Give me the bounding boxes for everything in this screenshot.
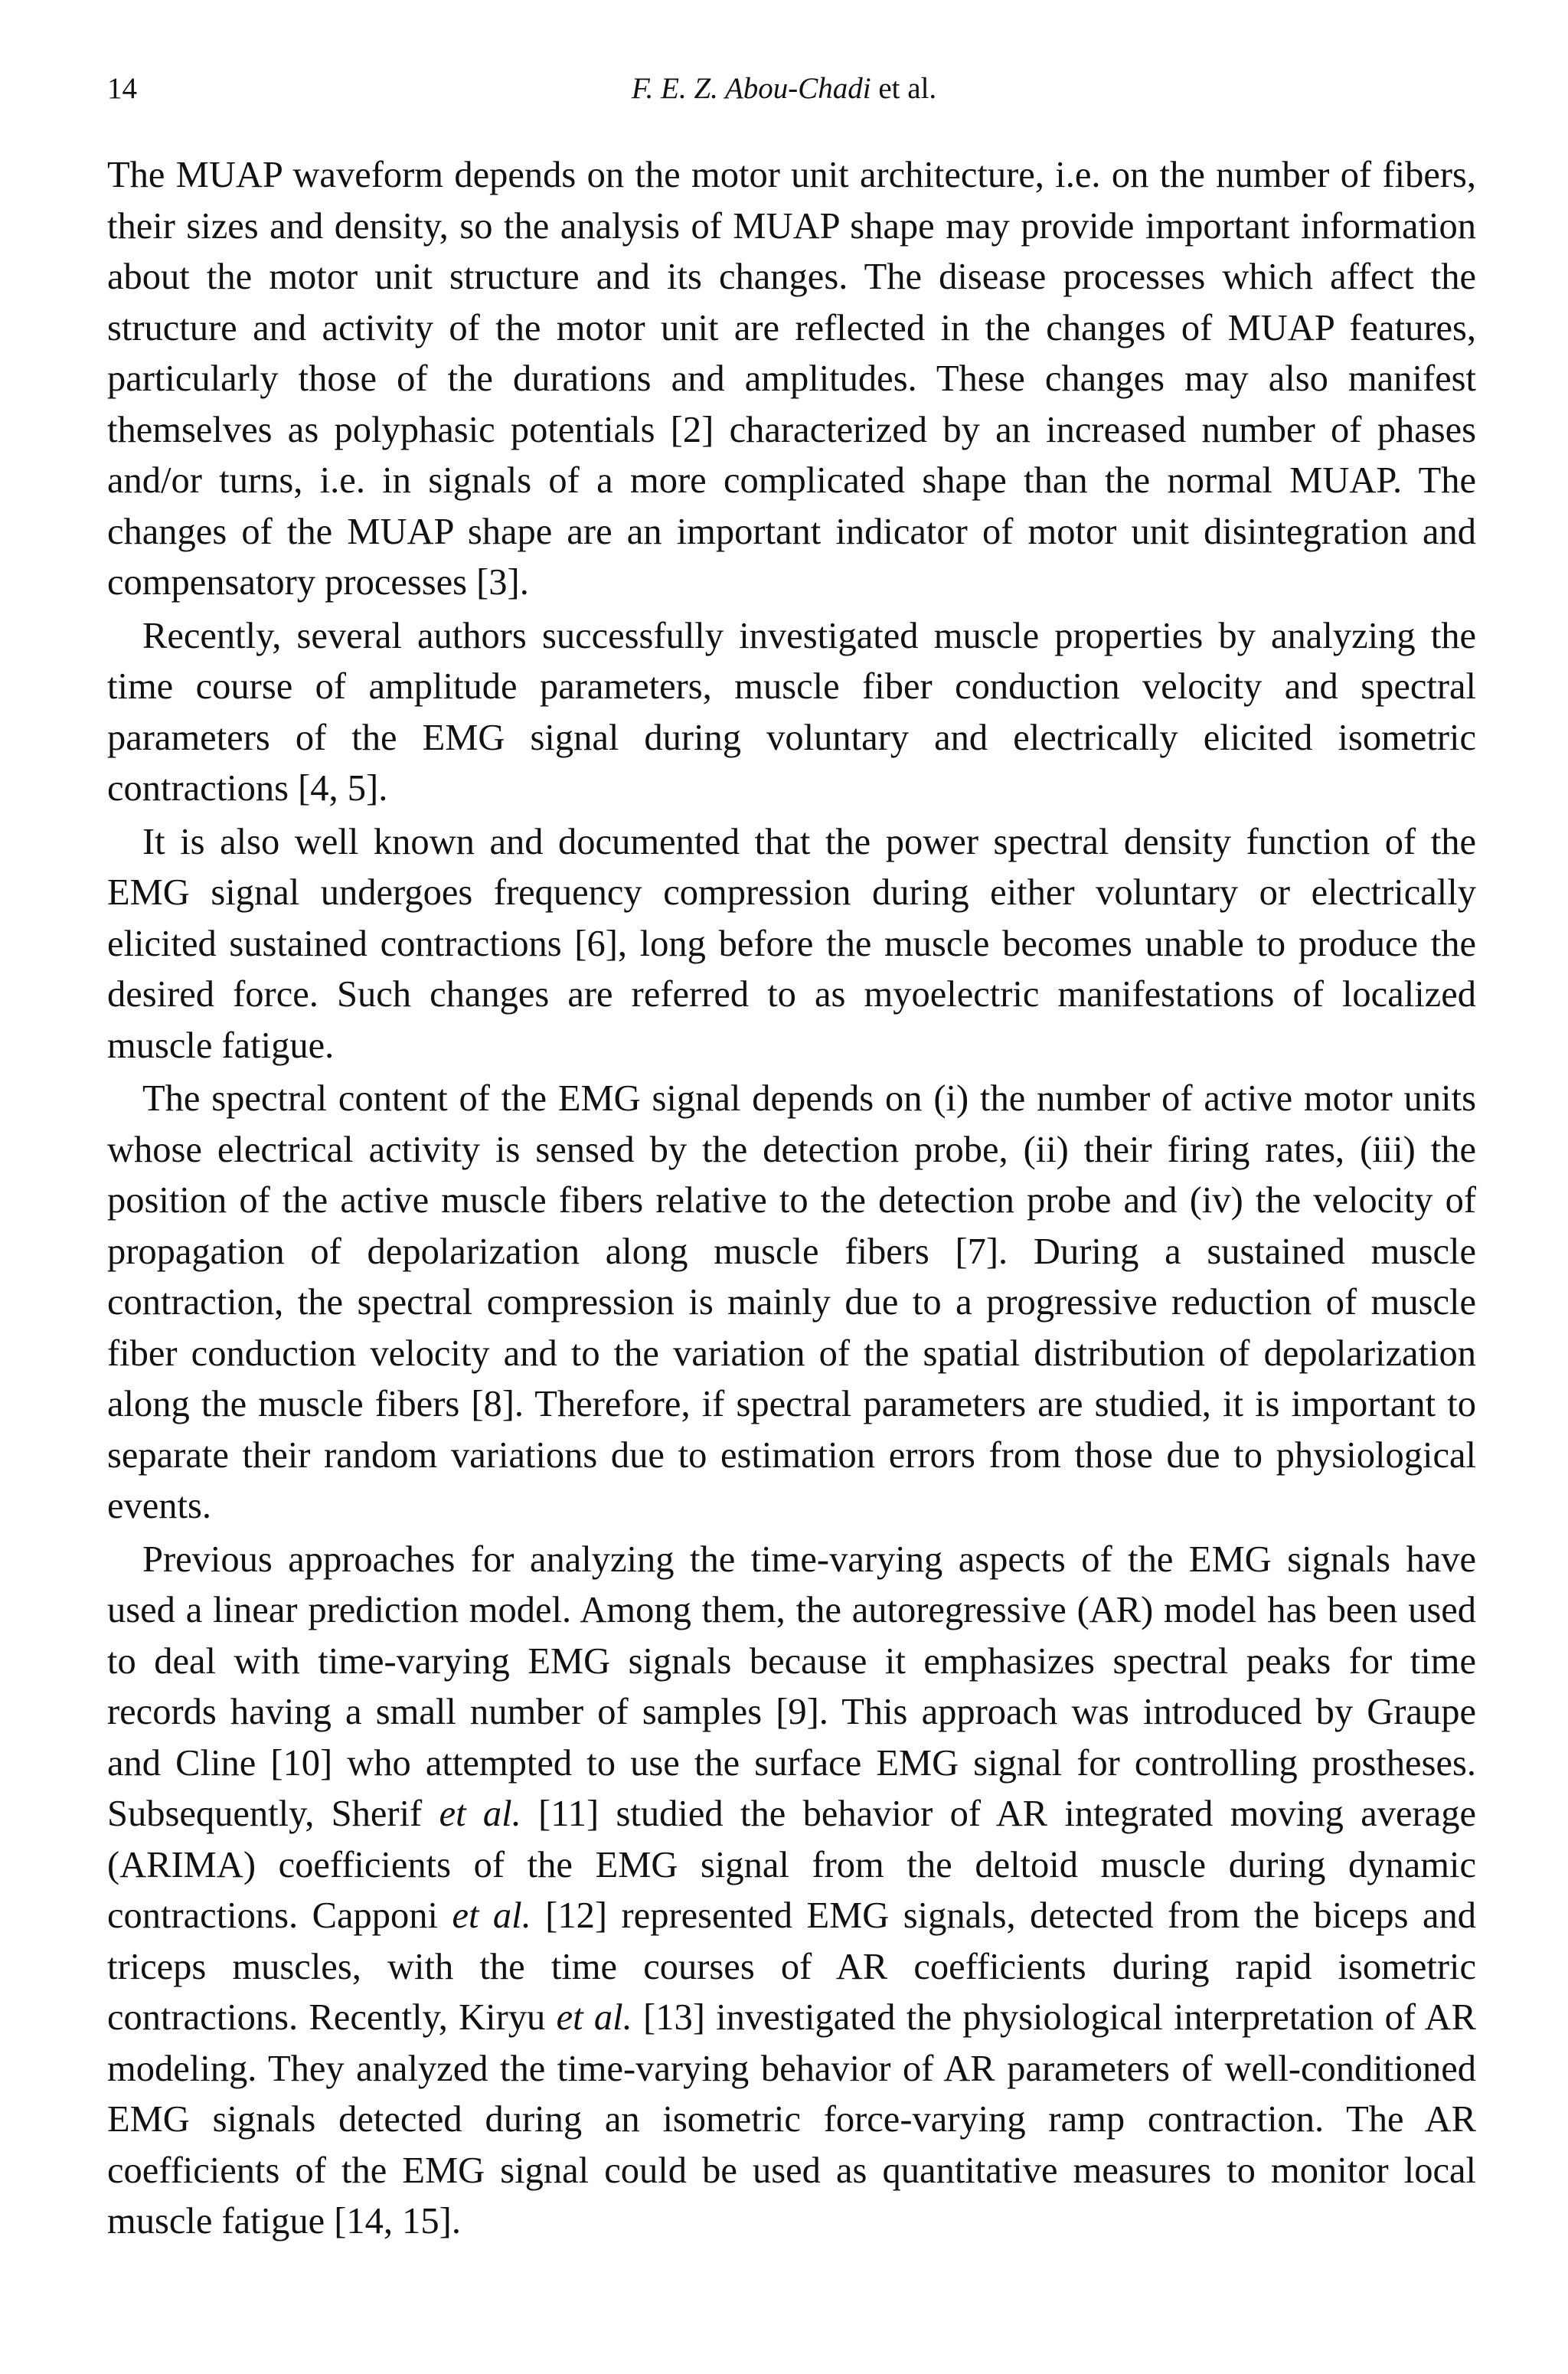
authors-suffix: et al.	[878, 72, 937, 105]
authors-italic: F. E. Z. Abou-Chadi	[631, 72, 871, 105]
page-number: 14	[107, 72, 137, 105]
et-al-italic: et al.	[452, 1895, 531, 1936]
paragraph-spectral-compression: It is also well known and documented that the power spectral density function of the EMG signal undergoes frequency compression during either voluntary or electrically elicited sustained contractions [6], long before the muscle becomes unable to produce the desired force. Such changes are referred to as myoelectric manifestations of localized muscle fatigue.	[107, 821, 1476, 1066]
text-run: [13] investigated the physiological interpretation of AR modeling. They analyzed the time-varying behavior of AR parameters of well-conditioned EMG signals detected during an isometric force-varying ramp contraction. The AR coefficients of the EMG signal could be used as quantitative measures to monitor local muscle fatigue [14, 15].	[107, 1997, 1477, 2242]
et-al-italic: et al.	[556, 1997, 632, 2038]
running-head-authors	[107, 66, 1461, 112]
text-run: [12] represented EMG signals, detected from the biceps and triceps muscles, with the time courses of AR coefficients during rapid isometric contractions. Recently, Kiryu	[107, 1895, 1476, 2038]
paragraph-recent-studies: Recently, several authors successfully investigated muscle properties by analyzing the time course of amplitude parameters, muscle fiber conduction velocity and spectral parameters of the EMG signal during voluntary and electrically elicited isometric contractions [4, 5].	[107, 615, 1476, 809]
paragraph-spectral-content: The spectral content of the EMG signal depends on (i) the number of active motor units whose electrical activity is sensed by the detection probe, (ii) their firing rates, (iii) the position of the active muscle fibers relative to the detection probe and (iv) the velocity of propagation of depolarization along muscle fibers [7]. During a sustained muscle contraction, the spectral compression is mainly due to a progressive reduction of muscle fiber conduction velocity and to the variation of the spatial distribution of depolarization along the muscle fibers [8]. Therefore, if spectral parameters are studied, it is important to separate their random variations due to estimation errors from those due to physiological events.	[107, 1078, 1476, 1526]
paragraph-previous-approaches	[107, 1535, 1476, 2248]
running-head	[107, 66, 1461, 112]
et-al-italic: et al.	[439, 1794, 521, 1834]
paragraph-muap-waveform: The MUAP waveform depends on the motor unit architecture, i.e. on the number of fibers, their sizes and density, so the analysis of MUAP shape may provide important information about the motor unit structure and its changes. The disease processes which affect the structure and activity of the motor unit are reflected in the changes of MUAP features, particularly those of the durations and amplitudes. These changes may also manifest themselves as polyphasic potentials [2] characterized by an increased number of phases and/or turns, i.e. in signals of a more complicated shape than the normal MUAP. The changes of the MUAP shape are an important indicator of motor unit disintegration and compensatory processes [3].	[107, 155, 1476, 603]
text-run: Previous approaches for analyzing the time-varying aspects of the EMG signals have used a linear prediction model. Among them, the autoregressive (AR) model has been used to deal with time-varying EMG signals because it emphasizes spectral peaks for time records having a small number of samples [9]. This approach was introduced by Graupe and Cline [10] who attempted to use the surface EMG signal for controlling prostheses. Subsequently, Sherif	[107, 1539, 1476, 1834]
body-text	[107, 150, 1476, 2250]
text-run: [11] studied the behavior of AR integrated moving average (ARIMA) coefficients of the EMG signal from the deltoid muscle during dynamic contractions. Capponi	[107, 1794, 1477, 1936]
